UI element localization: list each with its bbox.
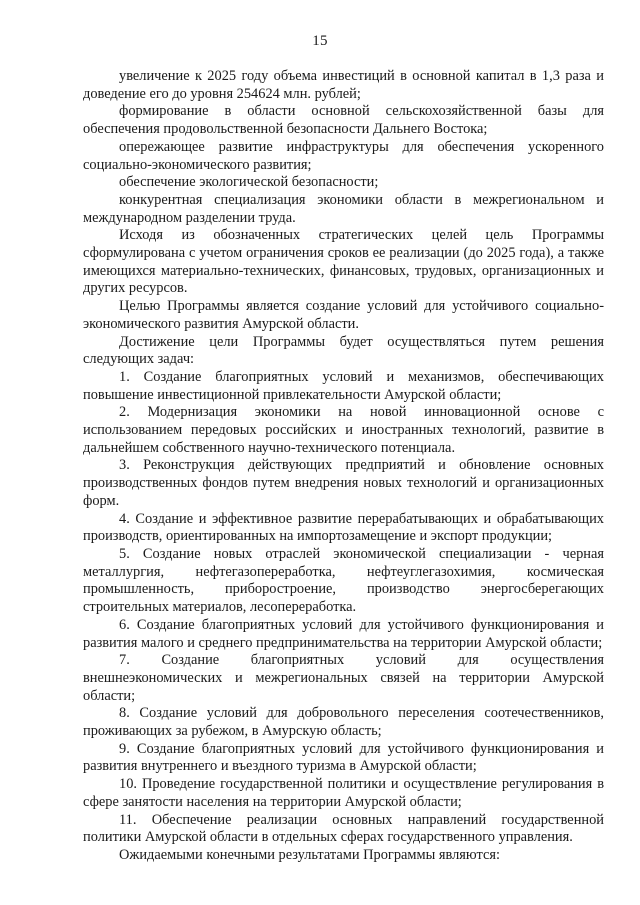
paragraph-tasks-intro: Достижение цели Программы будет осуществляться путем решения следующих задач: (83, 333, 604, 368)
task-item-3: 3. Реконструкция действующих предприятий и обновление основных производственных фондов путем внедрения новых технологий и организационных форм. (83, 457, 604, 509)
page-number: 15 (312, 33, 328, 49)
task-item-9: 9. Создание благоприятных условий для устойчивого функционирования и развития внутреннего и въездного туризма в Амурской области; (83, 740, 604, 775)
paragraph-expected-results: Ожидаемыми конечными результатами Программы являются: (119, 846, 500, 863)
paragraph-ecology: обеспечение экологической безопасности; (119, 174, 379, 191)
task-item-7: 7. Создание благоприятных условий для осуществления внешнеэкономических и межрегиональных связей на территории Амурской области; (83, 652, 604, 704)
paragraph-program-goal: Целью Программы является создание условий для устойчивого социально-экономического развития Амурской области. (83, 298, 604, 332)
paragraph-program-goal-basis: Исходя из обозначенных стратегических целей цель Программы сформулирована с учетом ограничения сроков ее реализации (до 2025 года), а также имеющихся материально-технических, финансовых, трудовых, организационных и других ресурсов. (83, 227, 604, 297)
paragraph-specialization: конкурентная специализация экономики области в межрегиональном и международном разделении труда. (83, 191, 604, 226)
task-item-11: 11. Обеспечение реализации основных направлений государственной политики Амурской области в отдельных сферах государственного управления. (83, 811, 604, 846)
task-item-10: 10. Проведение государственной политики и осуществление регулирования в сфере занятости населения на территории Амурской области; (83, 776, 604, 810)
task-item-6: 6. Создание благоприятных условий для устойчивого функционирования и развития малого и среднего предпринимательства на территории Амурской области; (83, 616, 604, 651)
task-item-4: 4. Создание и эффективное развитие перерабатывающих и обрабатывающих производств, ориентированных на импортозамещение и экспорт продукции; (83, 510, 604, 545)
paragraph-agriculture: формирование в области основной сельскохозяйственной базы для обеспечения продовольственной безопасности Дальнего Востока; (83, 103, 604, 138)
task-item-8: 8. Создание условий для добровольного переселения соотечественников, проживающих за рубежом, в Амурскую область; (83, 705, 604, 740)
paragraph-infrastructure: опережающее развитие инфраструктуры для обеспечения ускоренного социально-экономического развития; (83, 138, 604, 173)
document-body (83, 68, 604, 865)
task-item-2: 2. Модернизация экономики на новой инновационной основе с использованием передовых российских и иностранных технологий, развитие в дальнейшем собственного научно-технического потенциала. (83, 404, 604, 456)
paragraph-investment: увеличение к 2025 году объема инвестиций в основной капитал в 1,3 раза и доведение его до уровня 254624 млн. рублей; (83, 68, 604, 102)
task-item-5: 5. Создание новых отраслей экономической специализации - черная металлургия, нефтегазопереработка, нефтеуглегазохимия, космическая промышленность, приборостроение, производство энергосберегающих строительных материалов, лесопереработка. (83, 545, 604, 616)
task-item-1: 1. Создание благоприятных условий и механизмов, обеспечивающих повышение инвестиционной привлекательности Амурской области; (83, 368, 604, 403)
